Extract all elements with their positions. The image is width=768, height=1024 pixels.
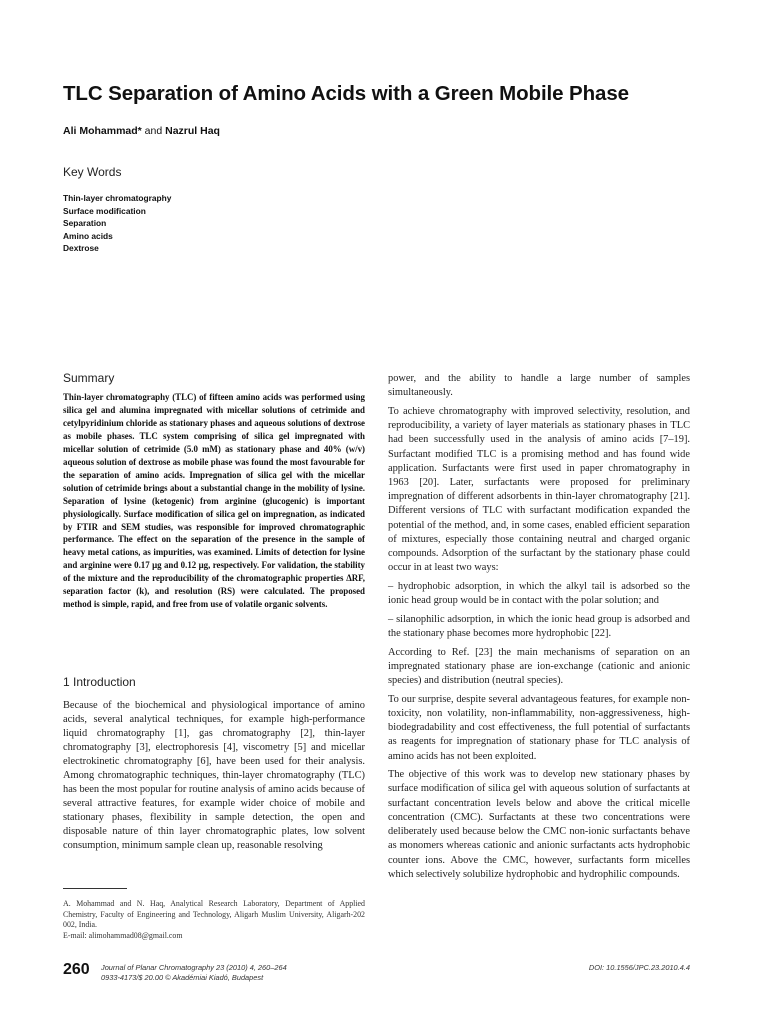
body-paragraph: power, and the ability to handle a large number of samples simultaneously.: [388, 373, 690, 399]
body-paragraph: The objective of this work was to develop new stationary phases by surface modification of silica gel with aqueous solution of surfactants at surfactant concentration levels below and above the critical micelle concentration (CMC). Surfactants at these two concentrations were deliberately used because below the CMC non-ionic surfactants behave as monomers whereas cationic and anionic surfactants acts hydrophobic counter ions. Above the CMC, however, surfactants form micelles which selectively solubilize hydrophobic and hydrophilic compounds.: [388, 769, 690, 880]
keywords-heading: Key Words: [63, 165, 122, 179]
authors-line: [63, 125, 220, 137]
body-paragraph: According to Ref. [23] the main mechanisms of separation on an impregnated stationary phase are ion-exchange (cationic and anionic species) and distribution (neutral species).: [388, 646, 690, 687]
keyword-item: Dextrose: [63, 243, 99, 254]
keyword-item: Surface modification: [63, 205, 146, 216]
doi-link[interactable]: DOI: 10.1556/JPC.23.2010.4.4: [588, 963, 690, 972]
summary-heading: Summary: [63, 371, 115, 385]
body-paragraph: – hydrophobic adsorption, in which the alkyl tail is adsorbed so the ionic head group would be in contact with the polar solution; and: [388, 580, 690, 607]
article-title: TLC Separation of Amino Acids with a Green Mobile Phase: [63, 82, 629, 105]
author-2: Nazrul Haq: [165, 125, 220, 137]
page-number: 260: [63, 961, 90, 978]
journal-line-2: 0933-4173/$ 20.00 © Akadémiai Kiadó, Budapest: [101, 972, 264, 982]
introduction-paragraph: Because of the biochemical and physiological importance of amino acids, several analytical techniques, for example high-performance liquid chromatography [1], gas chromatography [2], thin-layer chromatography [3], electrophoresis [4], viscometry [5] and micellar electrokinetic chromatography [6], have been used for their analysis. Among chromatographic techniques, thin-layer chromatography (TLC) has been the most popular for routine analysis of amino acids because of several attractive features, for example wider choice of mobile and stationary phases, flexibility in sample detection, the open and disposable nature of thin layer chromatographic plates, low solvent consumption, minimum sample clean up, reasonable resolving: [63, 700, 365, 852]
keyword-item: Separation: [63, 218, 107, 229]
body-paragraph: To achieve chromatography with improved selectivity, resolution, and reproducibility, a variety of layer materials as stationary phases in TLC had been successfully used in the analysis of amino acids [7–19]. Surfactant modified TLC is a promising method and has found wide application. Surfactants were first used in paper chromatography in 1963 [20]. Later, surfactants were proposed for preliminary impregnation of different adsorbents in thin-layer chromatography [21]. Different versions of TLC with surfactant modification expanded the potential of the method, and, in some cases, enabled efficient separation of mixtures, especially those containing neutral and charged organic compounds. Adsorption of the surfactant by the stationary phase could occur in at least two ways:: [388, 405, 690, 574]
keywords-list: [63, 192, 171, 255]
author-1: Ali Mohammad*: [63, 125, 142, 137]
right-column-body: [388, 372, 690, 886]
email-text: E-mail: alimohammad08@gmail.com: [63, 930, 183, 940]
journal-line-1: Journal of Planar Chromatography 23 (2010) 4, 260–264: [101, 963, 287, 972]
journal-citation: [101, 963, 287, 982]
keyword-item: Thin-layer chromatography: [63, 193, 172, 203]
author-conjunction: and: [141, 125, 166, 137]
summary-paragraph: Thin-layer chromatography (TLC) of fifteen amino acids was performed using silica gel and alumina impregnated with micellar solutions of cetrimide and cetylpyridinium chloride as stationary phases and aqueous solutions of dextrose as mobile phases. TLC system comprising of silica gel impregnated with micellar solution of cetrimide (5.0 mM) as stationary phase and 40% (w/v) aqueous solution of dextrose as mobile phase was found the most favourable for the separation of amino acids. Impregnation of silica gel with the micellar solution of cetrimide brings about a substantial change in the mobility of lysine. Separation of lysine (ketogenic) from arginine (glucogenic) is important physiologically. Surface modification of silica gel on impregnation, as indicated by FTIR and SEM studies, was responsible for improved chromatographic performance. The effect on the separation of the presence in the sample of heavy metal cations, as impurities, was examined. Limits of detection for lysine and arginine were 0.17 μg and 0.12 μg, respectively. For validation, the stability of the mixture and the reproducibility of the chromatographic properties ΔRF, separation factor (k), and resolution (RS) were calculated. The proposed method is simple, rapid, and free from use of volatile organic solvents.: [63, 392, 365, 610]
author-affiliation-footnote: [63, 899, 365, 941]
affiliation-text: A. Mohammad and N. Haq, Analytical Research Laboratory, Department of Applied Chemistry, Faculty of Engineering and Technology, Aligarh Muslim University, Aligarh-202 002, India.: [63, 899, 365, 930]
body-paragraph: – silanophilic adsorption, in which the ionic head group is adsorbed and the stationary phase becomes more hydrophobic [22].: [388, 613, 690, 639]
footnote-rule: [63, 888, 127, 889]
body-paragraph: To our surprise, despite several advantageous features, for example non-toxicity, non volatility, non-inflammability, non-aggressiveness, high-biodegradability and cost effectiveness, the full potential of surfactants as reagents for impregnation of stationary phase for TLC analysis of amino acids has not been exploited.: [388, 693, 690, 762]
keyword-item: Amino acids: [63, 230, 113, 241]
introduction-heading: 1 Introduction: [63, 675, 136, 689]
